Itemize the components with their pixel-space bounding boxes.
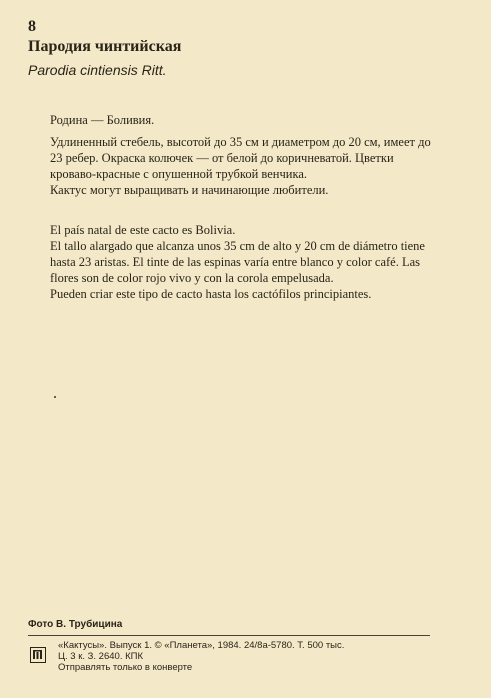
imprint-block	[58, 640, 438, 673]
russian-paragraph: Удлиненный стебель, высотой до 35 см и диаметром до 20 см, имеет до 23 ребер. Окраска колючек — от белой до коричневатой. Цветки кроваво-красные с опушенной трубкой венчика.	[50, 135, 431, 181]
title-latin: Parodia cintiensis Ritt.	[28, 62, 167, 78]
title-russian: Пародия чинтийская	[28, 38, 182, 55]
spanish-paragraph: El tallo alargado que alcanza unos 35 cm de alto y 20 cm de diámetro tiene hasta 23 aristas. El tinte de las espinas varía entre blanco y color café. Las flores son de color rojo vivo y con la corola empelusada.	[50, 239, 425, 285]
imprint-line: «Кактусы». Выпуск 1. © «Планета», 1984. 24/8а-5780. Т. 500 тыс.	[58, 640, 345, 651]
spanish-paragraph: El país natal de este cacto es Bolivia.	[50, 223, 236, 237]
imprint-line: Ц. 3 к. З. 2640. КПК	[58, 651, 143, 662]
photo-credit: Фото В. Трубицина	[28, 619, 123, 630]
card-number: 8	[28, 18, 36, 35]
russian-description	[50, 112, 435, 198]
spanish-paragraph: Pueden criar este tipo de cacto hasta los cactófilos principiantes.	[50, 287, 372, 301]
planeta-publisher-logo-icon	[30, 647, 46, 663]
russian-paragraph: Родина — Боливия.	[50, 113, 155, 127]
spanish-description	[50, 222, 435, 302]
divider-line	[28, 635, 430, 636]
imprint-line: Отправлять только в конверте	[58, 662, 193, 673]
russian-paragraph: Кактус могут выращивать и начинающие любители.	[50, 183, 329, 197]
ink-speck	[54, 396, 56, 398]
